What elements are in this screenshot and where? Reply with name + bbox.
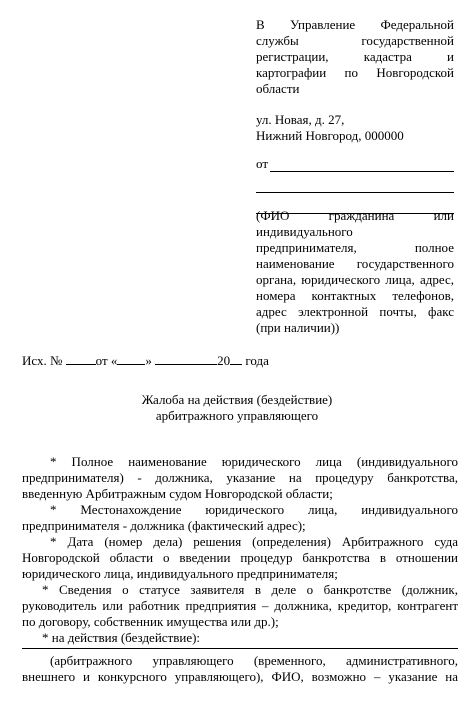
ref-year-field[interactable] [230,352,242,365]
body-line: по договору, собственник имущества или др.); [22,614,279,629]
body-line: предпринимателя - должника (фактический адрес); [22,518,306,533]
title-line: арбитражного управляющего [155,408,319,423]
addressee-city: Нижний Новгород, 000000 [256,128,404,143]
ref-year-suffix: года [245,353,269,368]
sender-from-row [256,156,454,172]
document-title [0,392,474,424]
body-line: руководитель или работник предприятия – должника, кредитор, контрагент [22,598,458,613]
sender-from-field[interactable] [270,159,454,172]
body-line: * Сведения о статусе заявителя в деле о банкротстве (должник, [42,582,458,597]
sender-instruction-line: (ФИО гражданина или [256,208,454,223]
body-line: юридического лица, индивидуального предпринимателя; [22,566,338,581]
sender-instruction-line: наименование государственного [256,256,454,271]
sender-blank-line[interactable] [256,176,454,193]
addressee-line: регистрации, кадастра и [256,49,454,64]
field-instructions [22,653,458,685]
sender-instruction-line: адрес электронной почты, факс [256,304,454,319]
ref-day-field[interactable] [117,352,145,365]
addressee-line: В Управление Федеральной [256,17,454,32]
body-line: Новгородской области о введении процедур банкротства в отношении [22,550,458,565]
outgoing-reference [22,352,269,369]
ref-number-label: Исх. № [22,353,63,368]
body-line: предпринимателя) - должника, указание на процедуру банкротства, [22,470,458,485]
action-description-field[interactable] [22,648,458,649]
body-line: * на действия (бездействие): [42,630,201,645]
sender-instructions [256,208,454,336]
sender-instruction-line: органа, юридического лица, адрес, [256,272,454,287]
addressee-address [256,112,454,144]
addressee-street: ул. Новая, д. 27, [256,112,345,127]
sender-instruction-line: (при наличии)) [256,320,340,335]
sender-instruction-line: номера контактных телефонов, [256,288,454,303]
ref-quote-close: » [145,353,152,368]
addressee-line: области [256,81,300,96]
instruction-line: внешнего и конкурсного управляющего), ФИО, возможно – указание на [22,669,458,684]
sender-from-label: от [256,156,269,171]
complaint-body [22,454,458,646]
addressee-line: картографии по Новгородской [256,65,454,80]
sender-instruction-line: предпринимателя, полное [256,240,454,255]
ref-number-field[interactable] [66,352,96,365]
body-line: * Дата (номер дела) решения (определения) Арбитражного суда [50,534,458,549]
sender-instruction-line: индивидуального [256,224,353,239]
instruction-line: (арбитражного управляющего (временного, административного, [50,653,458,668]
body-line: * Полное наименование юридического лица (индивидуального [50,454,458,469]
ref-year-prefix: 20 [217,353,231,368]
ref-month-field[interactable] [155,352,217,365]
body-line: введенную Арбитражным судом Новгородской области; [22,486,333,501]
ref-from-label: от « [95,353,118,368]
addressee-line: службы государственной [256,33,454,48]
addressee-block [256,17,454,97]
body-line: * Местонахождение юридического лица, индивидуального [50,502,458,517]
title-line: Жалоба на действия (бездействие) [141,392,333,407]
